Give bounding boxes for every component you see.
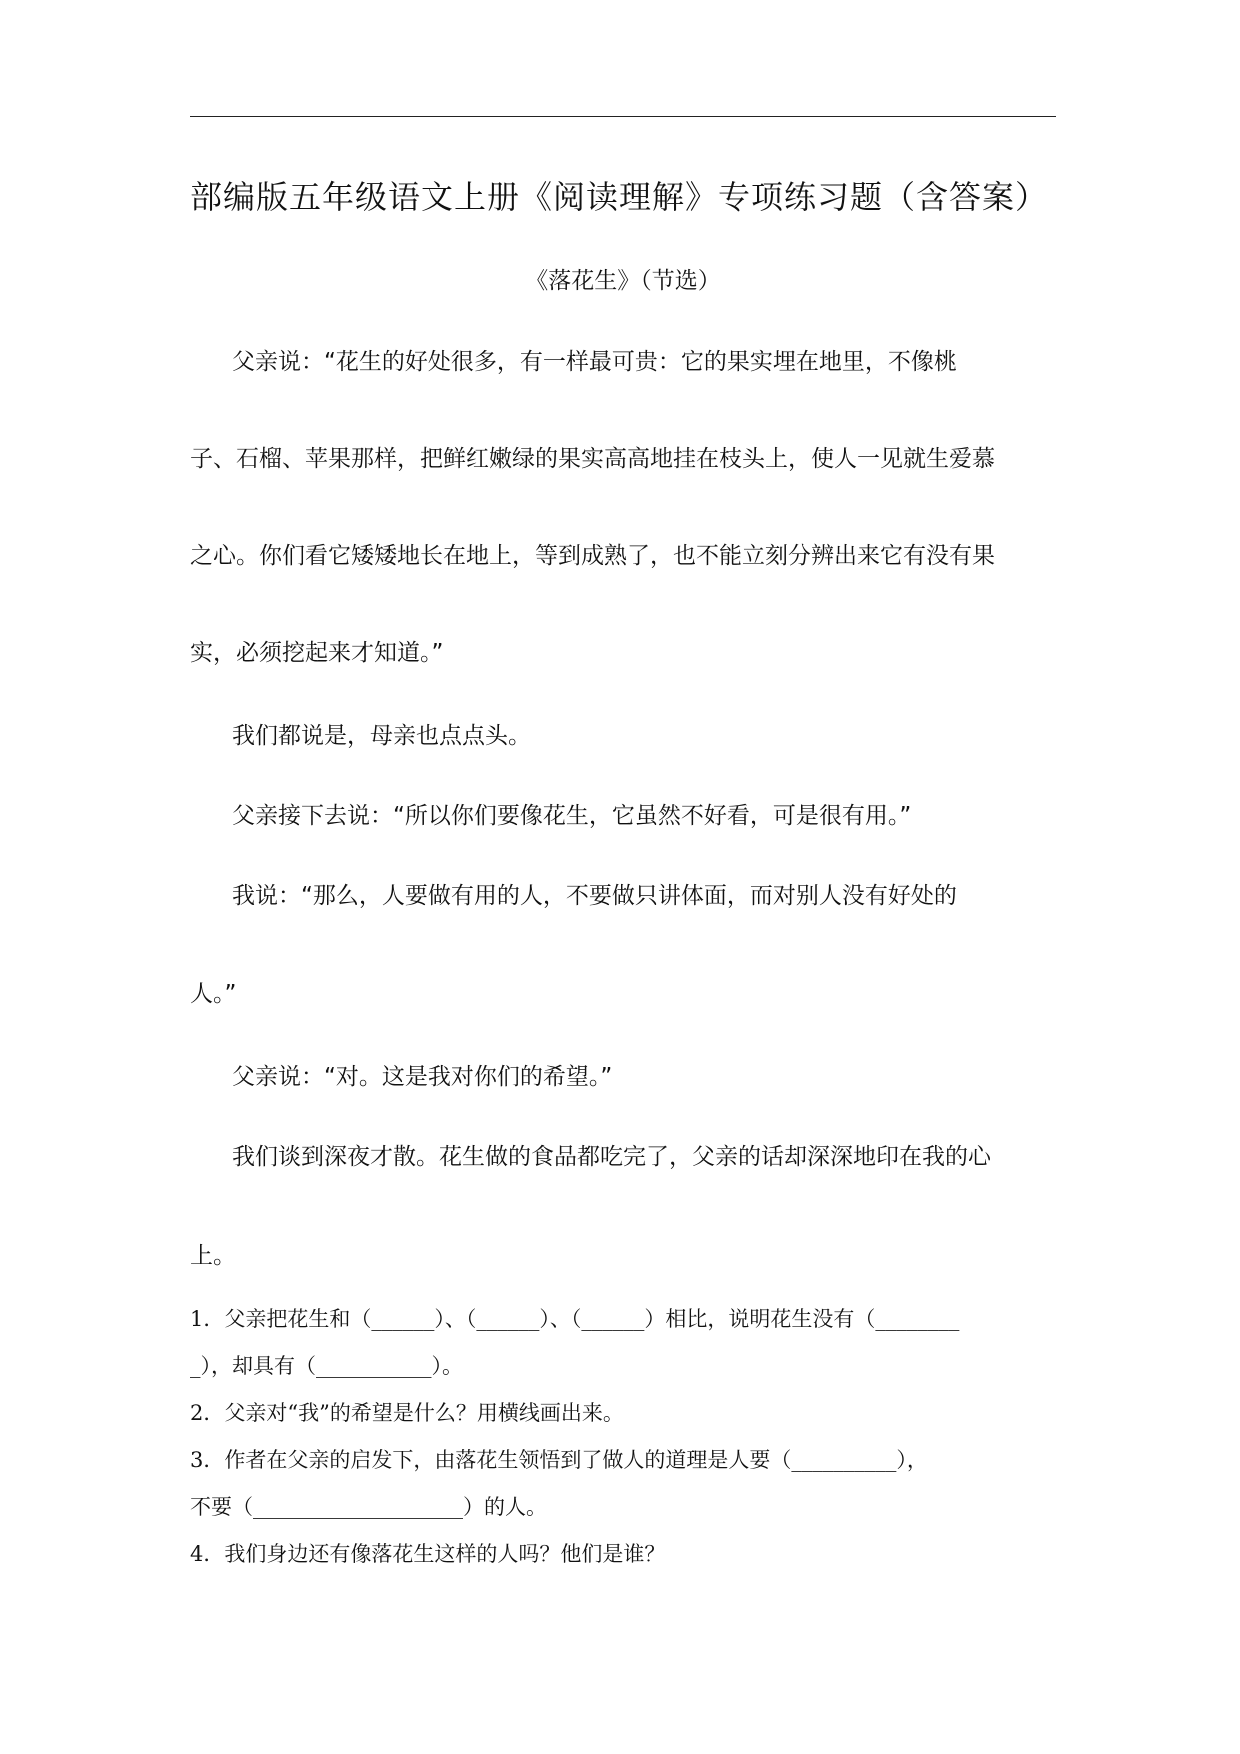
passage-line: 子、石榴、苹果那样，把鲜红嫩绿的果实高高地挂在枝头上，使人一见就生爱慕 (190, 446, 995, 472)
question-1-continued: _），却具有（___________）。 (190, 1354, 463, 1378)
passage-line: 父亲说：“对。这是我对你们的希望。” (232, 1064, 613, 1090)
question-3-continued: 不要（____________________）的人。 (190, 1495, 547, 1519)
document-title: 部编版五年级语文上册《阅读理解》专项练习题（含答案） (190, 178, 1049, 216)
passage-line: 我说：“那么，人要做有用的人，不要做只讲体面，而对别人没有好处的 (232, 883, 957, 909)
passage-line: 人。” (190, 981, 237, 1007)
passage-line: 父亲说：“花生的好处很多，有一样最可贵：它的果实埋在地里，不像桃 (232, 349, 957, 375)
passage-line: 上。 (190, 1243, 236, 1269)
passage-line: 之心。你们看它矮矮地长在地上，等到成熟了，也不能立刻分辨出来它有没有果 (190, 543, 995, 569)
header-rule (190, 116, 1056, 117)
question-3: 3．作者在父亲的启发下，由落花生领悟到了做人的道理是人要（__________）， (190, 1448, 928, 1472)
passage-line: 我们都说是，母亲也点点头。 (232, 723, 531, 749)
question-2: 2．父亲对“我”的希望是什么？用横线画出来。 (190, 1401, 624, 1425)
passage-line: 父亲接下去说：“所以你们要像花生，它虽然不好看，可是很有用。” (232, 803, 912, 829)
passage-title: 《落花生》（节选） (525, 268, 721, 294)
passage-line: 我们谈到深夜才散。花生做的食品都吃完了，父亲的话却深深地印在我的心 (232, 1144, 991, 1170)
question-1: 1．父亲把花生和（______）、（______）、（______）相比，说明花生没有（________ (190, 1307, 960, 1331)
question-4: 4．我们身边还有像落花生这样的人吗？他们是谁？ (190, 1542, 666, 1566)
passage-line: 实，必须挖起来才知道。” (190, 640, 444, 666)
